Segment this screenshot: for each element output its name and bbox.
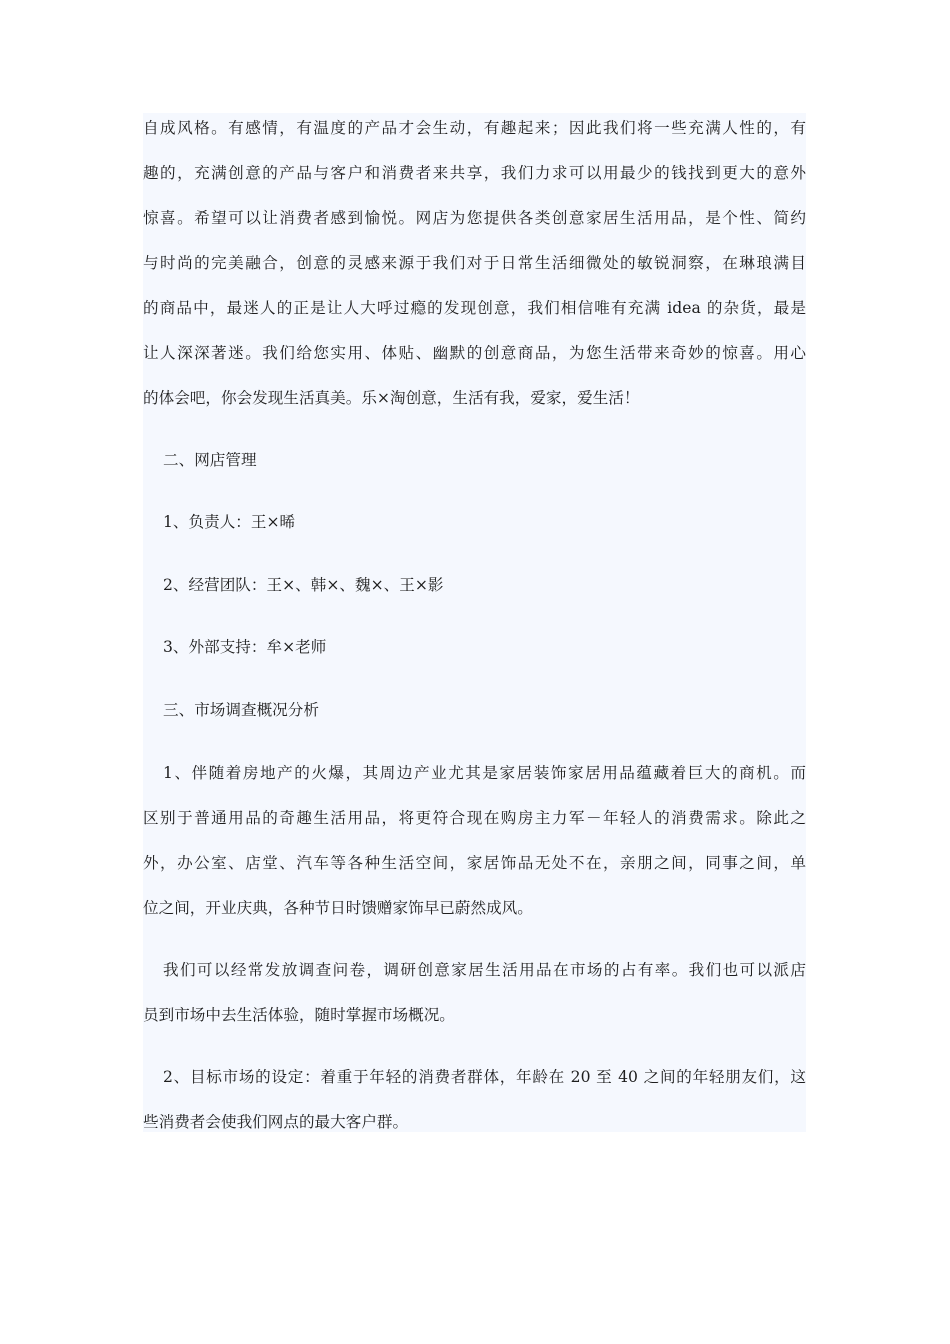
paragraph-line: 与时尚的完美融合，创意的灵感来源于我们对于日常生活细微处的敏锐洞察，在琳琅满目	[143, 254, 806, 272]
paragraph-line: 位之间，开业庆典，各种节日时馈赠家饰早已蔚然成风。	[143, 899, 533, 917]
paragraph-line: 的商品中，最迷人的正是让人大呼过瘾的发现创意，我们相信唯有充满 idea 的杂货，最是	[143, 299, 806, 317]
list-item: 3、外部支持：牟×老师	[163, 638, 327, 656]
paragraph-line: 区别于普通用品的奇趣生活用品，将更符合现在购房主力军－年轻人的消费需求。除此之	[143, 809, 806, 827]
paragraph-line: 趣的，充满创意的产品与客户和消费者来共享，我们力求可以用最少的钱找到更大的意外	[143, 164, 806, 182]
list-item: 2、经营团队：王×、韩×、魏×、王×影	[163, 576, 444, 594]
paragraph-line: 惊喜。希望可以让消费者感到愉悦。网店为您提供各类创意家居生活用品，是个性、简约	[143, 209, 806, 227]
paragraph-line: 2、目标市场的设定：着重于年轻的消费者群体，年龄在 20 至 40 之间的年轻朋友们，这	[163, 1068, 806, 1086]
paragraph-line: 自成风格。有感情，有温度的产品才会生动，有趣起来；因此我们将一些充满人性的，有	[143, 119, 806, 137]
section-heading: 三、市场调查概况分析	[163, 701, 319, 719]
paragraph-line: 的体会吧，你会发现生活真美。乐×淘创意，生活有我，爱家，爱生活！	[143, 389, 640, 407]
paragraph-line: 些消费者会使我们网点的最大客户群。	[143, 1113, 409, 1131]
paragraph-line: 让人深深著迷。我们给您实用、体贴、幽默的创意商品，为您生活带来奇妙的惊喜。用心	[143, 344, 806, 362]
paragraph-line: 外，办公室、店堂、汽车等各种生活空间，家居饰品无处不在，亲朋之间，同事之间，单	[143, 854, 806, 872]
paragraph-line: 员到市场中去生活体验，随时掌握市场概况。	[143, 1006, 455, 1024]
paragraph-line: 我们可以经常发放调查问卷，调研创意家居生活用品在市场的占有率。我们也可以派店	[163, 961, 806, 979]
section-heading: 二、网店管理	[163, 451, 257, 469]
list-item: 1、负责人：王×晞	[163, 513, 296, 531]
paragraph-line: 1、伴随着房地产的火爆，其周边产业尤其是家居装饰家居用品蕴藏着巨大的商机。而	[163, 764, 806, 782]
